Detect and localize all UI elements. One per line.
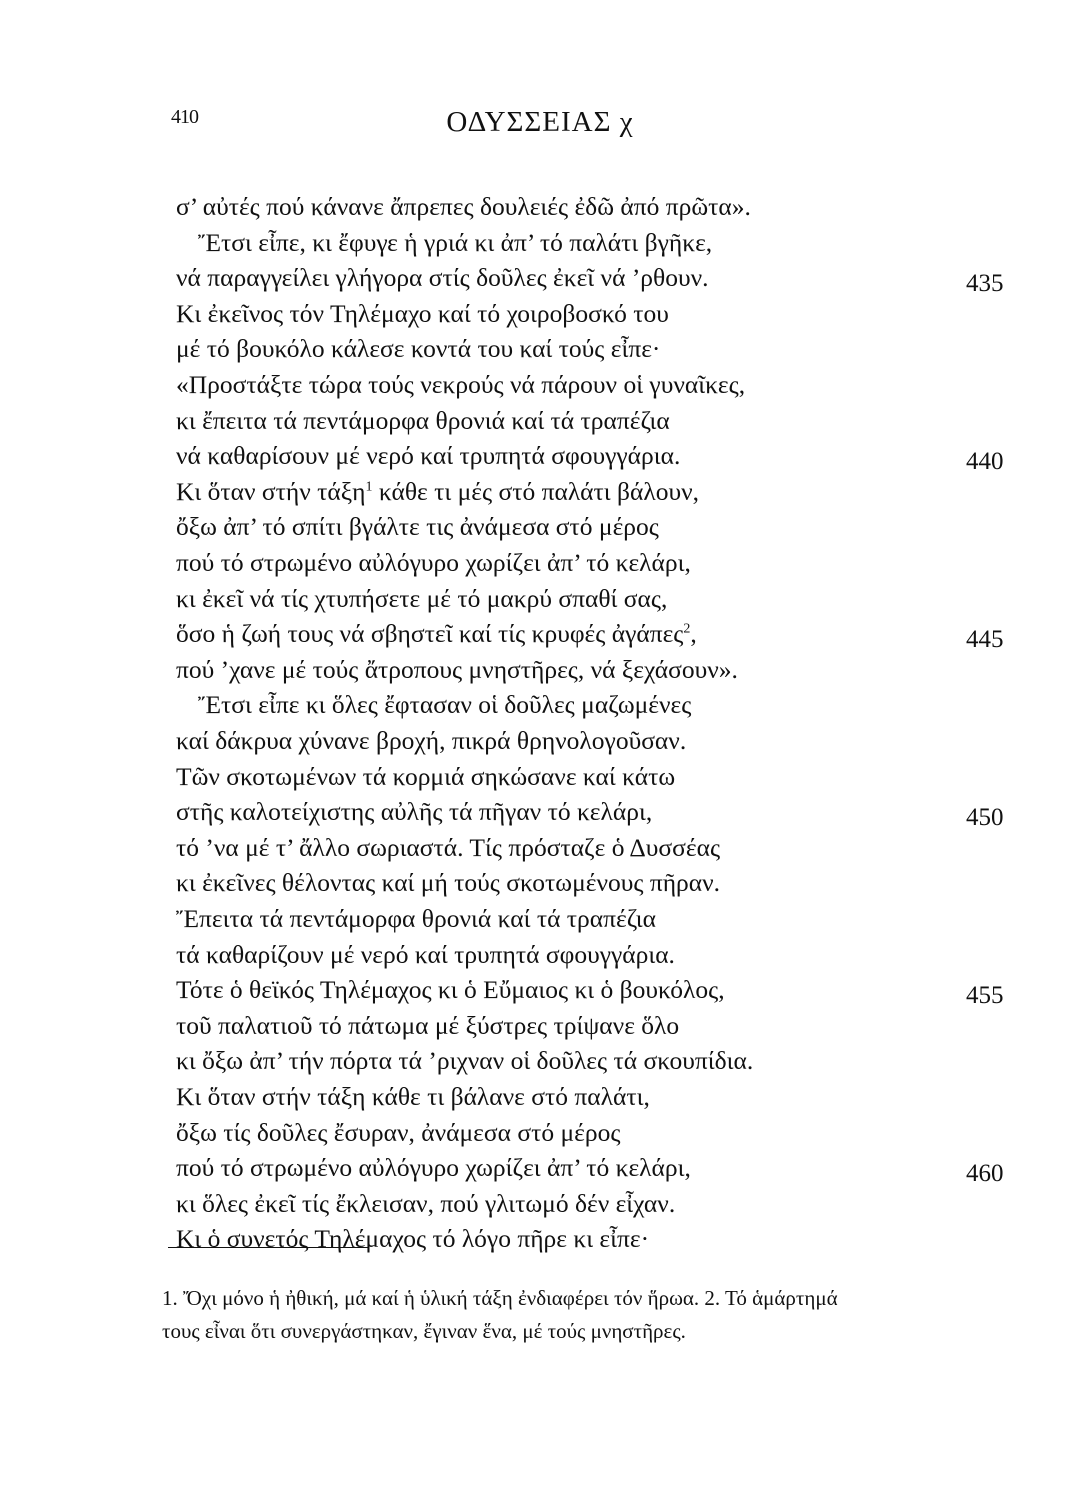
verse-line bbox=[198, 228, 958, 258]
verse-text: πού τό στρωμένο αὐλόγυρο χωρίζει ἀπ’ τό κελάρι, bbox=[176, 1153, 691, 1183]
line-number: 440 bbox=[966, 448, 1004, 476]
verse-text: κι ὄξω ἀπ’ τήν πόρτα τά ’ριχναν οἱ δοῦλες τά σκουπίδια. bbox=[176, 1046, 754, 1076]
verse-line bbox=[176, 1153, 936, 1183]
verse-line bbox=[176, 299, 936, 329]
footnote-line: 1. Ὄχι μόνο ἡ ἠθική, μά καί ἡ ὑλική τάξη ἐνδιαφέρει τόν ἥρωα. 2. Τό ἁμάρτημά bbox=[162, 1286, 838, 1310]
verse-line bbox=[176, 548, 936, 578]
verse-line bbox=[176, 975, 936, 1005]
footnote-line: τους εἶναι ὅτι συνεργάστηκαν, ἔγιναν ἕνα, μέ τούς μνηστῆρες. bbox=[162, 1319, 686, 1343]
verse-line bbox=[176, 512, 936, 542]
verse-text: μέ τό βουκόλο κάλεσε κοντά του καί τούς εἶπε· bbox=[176, 334, 661, 364]
verse-text: Ἔτσι εἶπε κι ὅλες ἔφτασαν οἱ δοῦλες μαζωμένες bbox=[198, 690, 692, 720]
verse-text: «Προστάξτε τώρα τούς νεκρούς νά πάρουν οἱ γυναῖκες, bbox=[176, 370, 746, 399]
verse-line bbox=[176, 263, 936, 293]
verse-line bbox=[176, 192, 936, 222]
verse-text: κι ἐκεῖνες θέλοντας καί μή τούς σκοτωμένους πῆραν. bbox=[176, 868, 721, 898]
line-number: 450 bbox=[966, 804, 1004, 832]
verse-text: πού ’χανε μέ τούς ἄτροπους μνηστῆρες, νά ξεχάσουν». bbox=[176, 654, 738, 684]
verse-text: νά παραγγείλει γλήγορα στίς δοῦλες ἐκεῖ νά ’ρθουν. bbox=[176, 263, 709, 293]
verse-text: πού τό στρωμένο αὐλόγυρο χωρίζει ἀπ’ τό κελάρι, bbox=[176, 548, 691, 577]
verse-text: Τότε ὁ θεϊκός Τηλέμαχος κι ὁ Εὔμαιος κι ὁ βουκόλος, bbox=[176, 975, 725, 1005]
verse-text: ὄξω ἀπ’ τό σπίτι βγάλτε τις ἀνάμεσα στό μέρος bbox=[176, 512, 659, 542]
line-number: 460 bbox=[966, 1160, 1004, 1188]
verse-line bbox=[176, 334, 936, 364]
verse-text: κι ἔπειτα τά πεντάμορφα θρονιά καί τά τραπέζια bbox=[176, 405, 670, 435]
verse-text: νά καθαρίσουν μέ νερό καί τρυπητά σφουγγάρια. bbox=[176, 441, 681, 471]
verse-line bbox=[176, 1011, 936, 1041]
verse-text: Ἔπειτα τά πεντάμορφα θρονιά καί τά τραπέζια bbox=[176, 904, 656, 933]
verse-line bbox=[198, 690, 958, 720]
verse-line bbox=[176, 1082, 936, 1112]
line-number: 435 bbox=[966, 270, 1004, 298]
verse-text: Κι ὁ συνετός Τηλέμαχος τό λόγο πῆρε κι εἶπε· bbox=[176, 1224, 650, 1254]
verse-text: στῆς καλοτείχιστης αὐλῆς τά πῆγαν τό κελάρι, bbox=[176, 797, 653, 827]
verse-line bbox=[176, 655, 936, 685]
verse-text: τό ’να μέ τ’ ἄλλο σωριαστά. Τίς πρόσταζε ὁ Δυσσέας bbox=[176, 832, 721, 862]
verse-text: τοῦ παλατιοῦ τό πάτωμα μέ ξύστρες τρίψανε ὅλο bbox=[176, 1010, 680, 1040]
verse-line bbox=[176, 833, 936, 863]
verse-text: Κι ὅταν στήν τάξη κάθε τι βάλανε στό παλάτι, bbox=[176, 1082, 650, 1111]
verse-text: Τῶν σκοτωμένων τά κορμιά σηκώσανε καί κάτω bbox=[176, 761, 676, 791]
verse-text: Κι ἐκεῖνος τόν Τηλέμαχο καί τό χοιροβοσκό του bbox=[176, 298, 669, 328]
verse-line bbox=[176, 406, 936, 436]
verse-line bbox=[176, 868, 936, 898]
footnote-rule bbox=[168, 1247, 368, 1248]
verse-line bbox=[176, 904, 936, 934]
verse-line bbox=[176, 370, 936, 400]
verse-text: Ἔτσι εἶπε, κι ἔφυγε ἡ γριά κι ἀπ’ τό παλάτι βγῆκε, bbox=[198, 227, 713, 257]
verse-line bbox=[176, 940, 936, 970]
verse-line bbox=[176, 762, 936, 792]
line-number: 445 bbox=[966, 626, 1004, 654]
verse-line bbox=[176, 619, 936, 649]
verse-line bbox=[176, 1046, 936, 1076]
page-number: 410 bbox=[171, 106, 198, 128]
verse-line bbox=[176, 797, 936, 827]
footnote-marker: 2 bbox=[683, 621, 691, 637]
verse-text: τά καθαρίζουν μέ νερό καί τρυπητά σφουγγάρια. bbox=[176, 939, 675, 969]
verse-line bbox=[176, 441, 936, 471]
verse-text: κι ἐκεῖ νά τίς χτυπήσετε μέ τό μακρύ σπαθί σας, bbox=[176, 583, 668, 613]
verse-text: ὄξω τίς δοῦλες ἔσυραν, ἀνάμεσα στό μέρος bbox=[176, 1117, 621, 1147]
footnotes bbox=[162, 1282, 1012, 1348]
footnote-marker: 1 bbox=[365, 479, 373, 495]
verse-line bbox=[176, 1224, 936, 1254]
verse-line bbox=[176, 1118, 936, 1148]
verse-text: κι ὅλες ἐκεῖ τίς ἔκλεισαν, πού γλιτωμό δέν εἶχαν. bbox=[176, 1188, 676, 1218]
verse-line bbox=[176, 726, 936, 756]
verse-text: , bbox=[690, 619, 697, 649]
verse-text: Κι ὅταν στήν τάξη bbox=[176, 476, 366, 506]
running-title: ΟΔΥΣΣΕΙΑΣ χ bbox=[446, 106, 634, 138]
verse-text: κάθε τι μές στό παλάτι βάλουν, bbox=[372, 476, 700, 506]
verse-line bbox=[176, 1189, 936, 1219]
verse-text: σ’ αὐτές πού κάνανε ἄπρεπες δουλειές ἐδῶ ἀπό πρῶτα». bbox=[176, 192, 751, 221]
verse-line bbox=[176, 477, 936, 507]
line-number: 455 bbox=[966, 982, 1004, 1010]
verse-text: ὅσο ἡ ζωή τους νά σβηστεῖ καί τίς κρυφές ἀγάπες bbox=[176, 619, 684, 649]
verse-text: καί δάκρυα χύνανε βροχή, πικρά θρηνολογοῦσαν. bbox=[176, 726, 687, 755]
verse-line bbox=[176, 584, 936, 614]
